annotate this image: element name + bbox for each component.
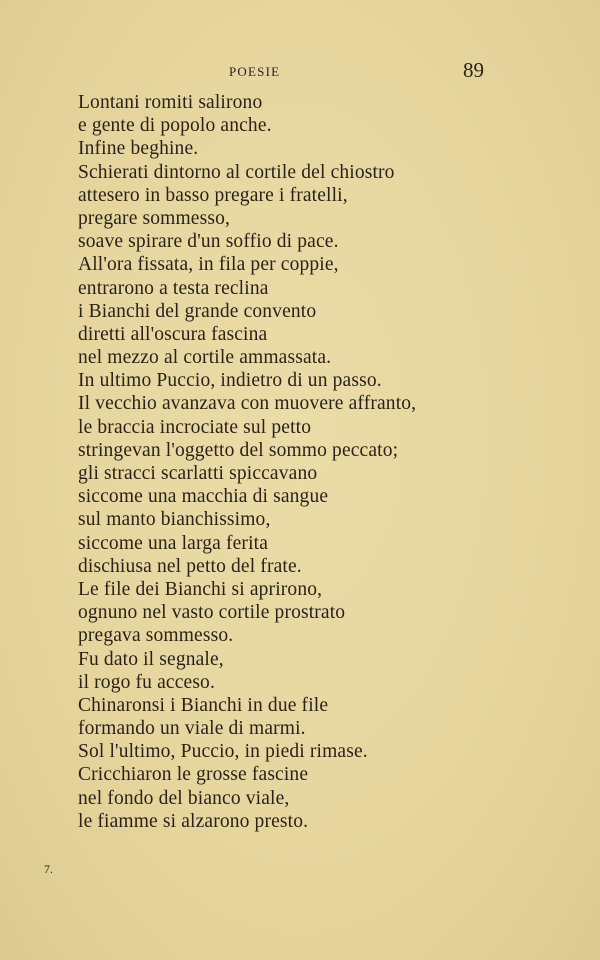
poem-line: dischiusa nel petto del frate. xyxy=(78,555,302,577)
poem-line: nel fondo del bianco viale, xyxy=(78,787,290,809)
poem-line: formando un viale di marmi. xyxy=(78,718,306,740)
poem-line: il rogo fu acceso. xyxy=(78,671,215,693)
poem-line: ognuno nel vasto cortile prostrato xyxy=(78,602,346,624)
poem-line: entrarono a testa reclina xyxy=(78,277,269,299)
poem-line: stringevan l'oggetto del sommo peccato; xyxy=(78,439,399,461)
poem-line: Le file dei Bianchi si aprirono, xyxy=(78,578,323,600)
poem-line: pregare sommesso, xyxy=(78,207,231,229)
poem-line: sul manto bianchissimo, xyxy=(78,509,271,531)
poem-line: Il vecchio avanzava con muovere affranto, xyxy=(78,393,417,415)
poem-line: siccome una macchia di sangue xyxy=(78,486,329,508)
poem-line: Schierati dintorno al cortile del chiostro xyxy=(78,161,395,183)
signature-mark: 7. xyxy=(44,862,53,876)
poem-line: le braccia incrociate sul petto xyxy=(78,416,312,438)
running-head: POESIE xyxy=(229,64,281,79)
poem-line: attesero in basso pregare i fratelli, xyxy=(78,184,348,206)
poem-line: nel mezzo al cortile ammassata. xyxy=(78,347,332,369)
poem-line: siccome una larga ferita xyxy=(78,532,269,554)
poem-line: Cricchiaron le grosse fascine xyxy=(78,764,309,786)
poem-line: pregava sommesso. xyxy=(78,625,234,647)
poem-line: Infine beghine. xyxy=(78,138,199,160)
poem-line: Fu dato il segnale, xyxy=(78,648,224,670)
poem-text xyxy=(78,91,458,833)
poem-line: le fiamme si alzarono presto. xyxy=(78,810,309,832)
poem-line: gli stracci scarlatti spiccavano xyxy=(78,463,318,484)
poem-line: soave spirare d'un soffio di pace. xyxy=(78,231,339,253)
poem-line: diretti all'oscura fascina xyxy=(78,323,268,345)
poem-line: e gente di popolo anche. xyxy=(78,115,272,137)
poem-line: In ultimo Puccio, indietro di un passo. xyxy=(78,370,382,392)
poem-line: Chinaronsi i Bianchi in due file xyxy=(78,694,329,716)
poem-line: Lontani romiti salirono xyxy=(78,92,263,113)
poem-line: Sol l'ultimo, Puccio, in piedi rimase. xyxy=(78,741,368,763)
page-number: 89 xyxy=(463,58,484,82)
poem-line: All'ora fissata, in fila per coppie, xyxy=(78,254,339,276)
poem-line: i Bianchi del grande convento xyxy=(78,300,317,322)
